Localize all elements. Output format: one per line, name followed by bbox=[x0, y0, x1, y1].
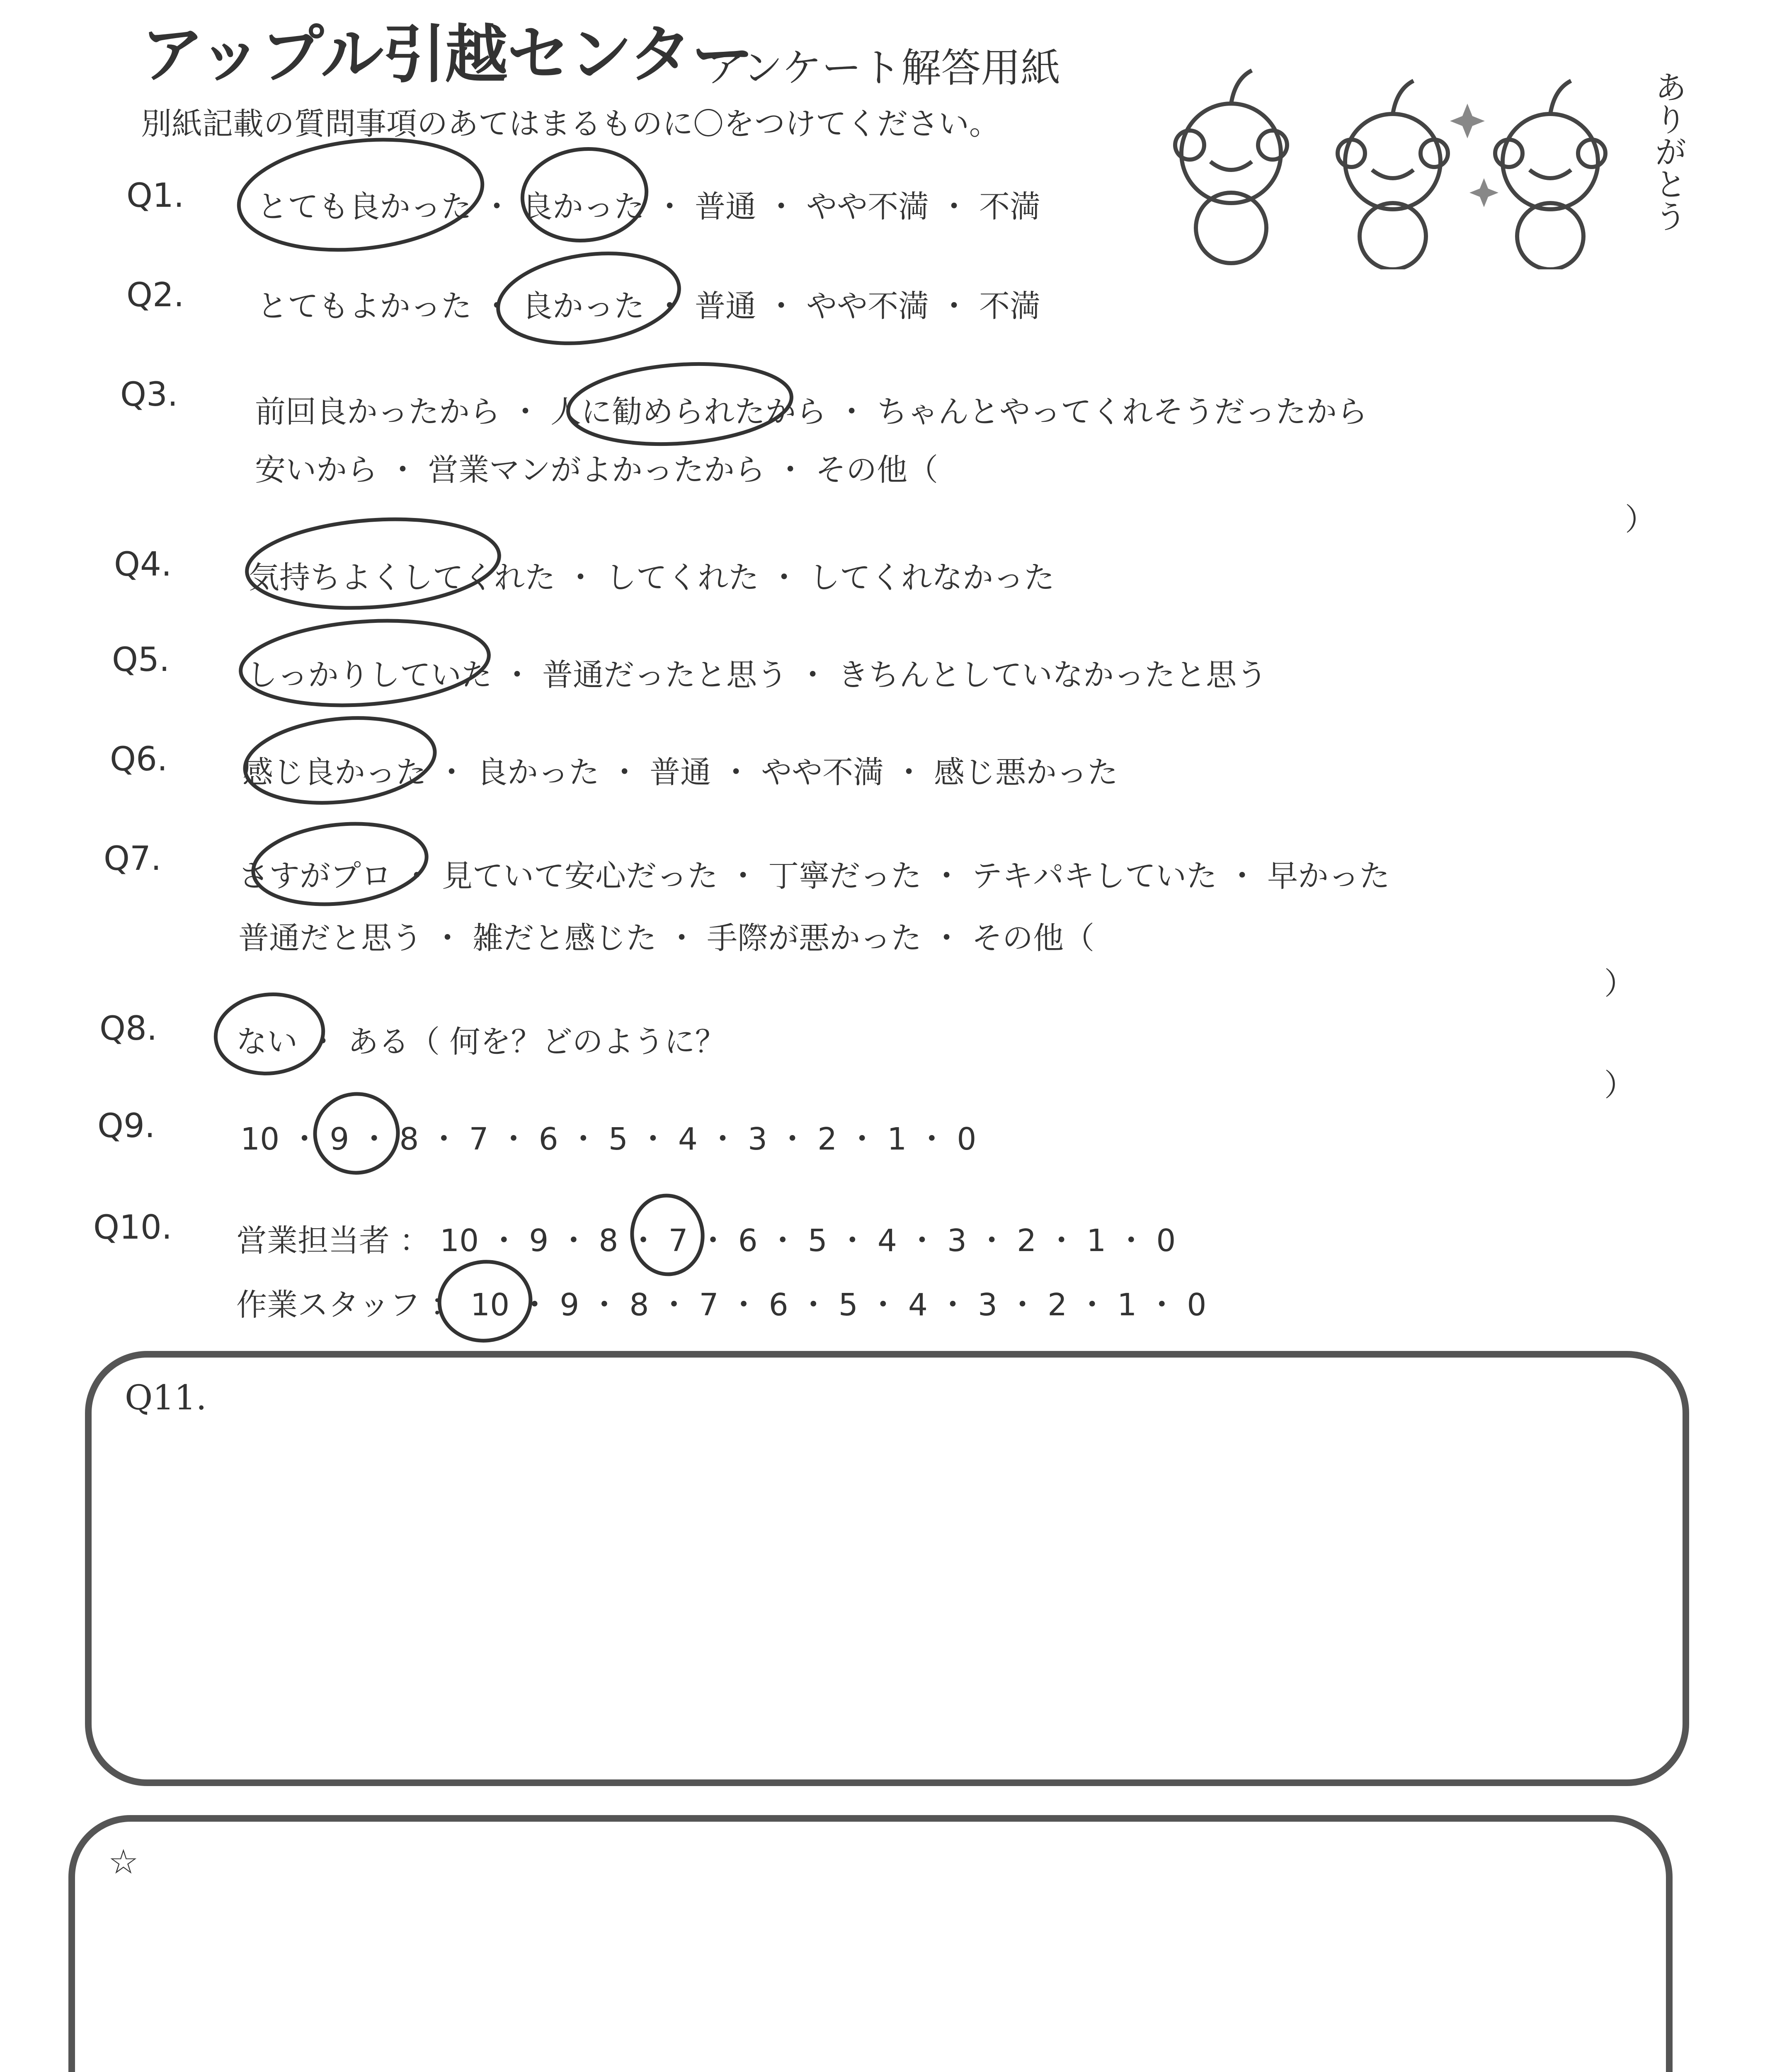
q3-options-line2[interactable]: 安いから ・ 営業マンがよかったから ・ その他（ bbox=[255, 452, 938, 488]
monkey-mascots-illustration bbox=[1152, 37, 1708, 269]
q10-sales-scale[interactable]: 営業担当者 ： 10 ・ 9 ・ 8 ・ 7 ・ 6 ・ 5 ・ 4 ・ 3 ・ 2 ・ 1 ・ 0 bbox=[236, 1223, 1176, 1259]
q10-staff-scale[interactable]: 作業スタッフ ： 10 ・ 9 ・ 8 ・ 7 ・ 6 ・ 5 ・ 4 ・ 3 ・ 2 ・ 1 ・ 0 bbox=[236, 1287, 1207, 1323]
form-title: アップル引越センター bbox=[141, 18, 754, 91]
form-subtitle: アンケート解答用紙 bbox=[705, 45, 1061, 91]
q7-options-line2[interactable]: 普通だと思う ・ 雑だと感じた ・ 手際が悪かった ・ その他（ bbox=[238, 920, 1095, 956]
star-icon: ☆ bbox=[108, 1842, 139, 1882]
arigatou-text: ありがとう bbox=[1649, 70, 1687, 232]
q3-options-line1[interactable]: 前回良かったから ・ 人に勧められたから ・ ちゃんとやってくれそうだったから bbox=[255, 394, 1368, 430]
q11-label: Q11. bbox=[125, 1378, 207, 1418]
q2-options[interactable]: とてもよかった ・ 良かった ・ 普通 ・ やや不満 ・ 不満 bbox=[257, 288, 1041, 324]
q6-options[interactable]: 感じ良かった ・ 良かった ・ 普通 ・ やや不満 ・ 感じ悪かった bbox=[242, 755, 1118, 790]
star-comment-box[interactable] bbox=[68, 1815, 1673, 2072]
q1-options[interactable]: とても良かった ・ 良かった ・ 普通 ・ やや不満 ・ 不満 bbox=[257, 189, 1041, 225]
instruction-text: 別紙記載の質問事項のあてはまるものに〇をつけてください。 bbox=[141, 106, 1000, 142]
q1-number: Q1. bbox=[126, 176, 184, 215]
q2-number: Q2. bbox=[126, 276, 184, 314]
q7-close-paren: ） bbox=[1604, 966, 1635, 1002]
q8-number: Q8. bbox=[99, 1009, 158, 1048]
q9-number: Q9. bbox=[97, 1106, 155, 1145]
q8-options[interactable]: ない ・ ある（ 何を？どのように？ bbox=[236, 1024, 726, 1060]
q6-number: Q6. bbox=[110, 740, 168, 778]
q7-options-line1[interactable]: さすがプロ ・ 見ていて安心だった ・ 丁寧だった ・ テキパキしていた ・ 早かった bbox=[238, 858, 1390, 894]
q4-options[interactable]: 気持ちよくしてくれた ・ してくれた ・ してくれなかった bbox=[249, 560, 1055, 595]
q10-number: Q10. bbox=[93, 1208, 172, 1247]
q7-number: Q7. bbox=[104, 839, 162, 878]
q8-close-paren: ） bbox=[1604, 1067, 1635, 1103]
q3-close-paren: ） bbox=[1625, 502, 1656, 537]
q3-number: Q3. bbox=[120, 375, 178, 414]
q9-scale[interactable]: 10 ・ 9 ・ 8 ・ 7 ・ 6 ・ 5 ・ 4 ・ 3 ・ 2 ・ 1 ・ 0 bbox=[240, 1121, 977, 1157]
q4-number: Q4. bbox=[114, 545, 172, 583]
q11-comment-box[interactable] bbox=[85, 1351, 1689, 1786]
q5-options[interactable]: しっかりしていた ・ 普通だったと思う ・ きちんとしていなかったと思う bbox=[247, 657, 1268, 693]
q5-number: Q5. bbox=[112, 640, 170, 679]
